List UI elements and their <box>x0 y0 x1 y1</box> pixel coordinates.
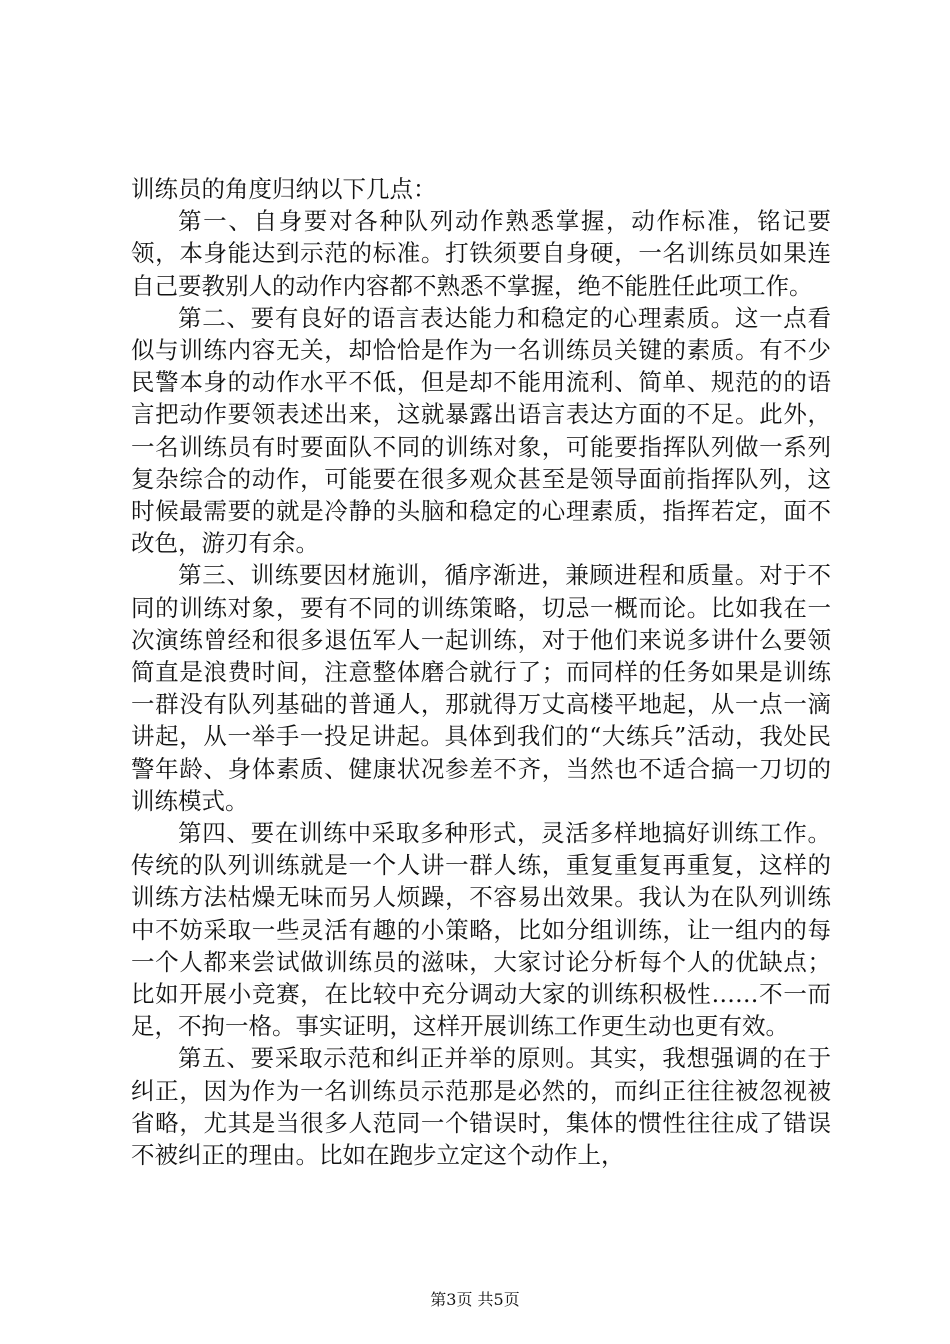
paragraph-point-1: 第一、自身要对各种队列动作熟悉掌握，动作标准，铭记要领，本身能达到示范的标准。打铁须要自身硬，一名训练员如果连自己要教别人的动作内容都不熟悉不掌握，绝不能胜任此项工作。 <box>131 207 831 300</box>
paragraph-point-5: 第五、要采取示范和纠正并举的原则。其实，我想强调的在于纠正，因为作为一名训练员示范那是必然的，而纠正往往被忽视被省略，尤其是当很多人范同一个错误时，集体的惯性往往成了错误不被纠正的理由。比如在跑步立定这个动作上， <box>131 1044 831 1170</box>
paragraph-continuation: 训练员的角度归纳以下几点： <box>131 175 437 203</box>
paragraph-point-4: 第四、要在训练中采取多种形式，灵活多样地搞好训练工作。传统的队列训练就是一个人讲一群人练，重复重复再重复，这样的训练方法枯燥无味而另人烦躁，不容易出效果。我认为在队列训练中不妨采取一些灵活有趣的小策略，比如分组训练，让一组内的每一个人都来尝试做训练员的滋味，大家讨论分析每个人的优缺点；比如开展小竞赛，在比较中充分调动大家的训练积极性……不一而足，不拘一格。事实证明，这样开展训练工作更生动也更有效。 <box>131 819 831 1041</box>
document-body <box>131 173 831 1171</box>
page-number-footer: 第3页 共5页 <box>430 1290 520 1309</box>
paragraph-point-3: 第三、训练要因材施训，循序渐进，兼顾进程和质量。对于不同的训练对象，要有不同的训练策略，切忌一概而论。比如我在一次演练曾经和很多退伍军人一起训练，对于他们来说多讲什么要领简直是浪费时间，注意整体磨合就行了；而同样的任务如果是训练一群没有队列基础的普通人，那就得万丈高楼平地起，从一点一滴讲起，从一举手一投足讲起。具体到我们的“大练兵”活动，我处民警年龄、身体素质、健康状况参差不齐，当然也不适合搞一刀切的训练模式。 <box>131 561 831 815</box>
paragraph-point-2: 第二、要有良好的语言表达能力和稳定的心理素质。这一点看似与训练内容无关，却恰恰是作为一名训练员关键的素质。有不少民警本身的动作水平不低，但是却不能用流利、简单、规范的的语言把动作要领表述出来，这就暴露出语言表达方面的不足。此外，一名训练员有时要面队不同的训练对象，可能要指挥队列做一系列复杂综合的动作，可能要在很多观众甚至是领导面前指挥队列，这时候最需要的就是冷静的头脑和稳定的心理素质，指挥若定，面不改色，游刃有余。 <box>131 303 831 558</box>
